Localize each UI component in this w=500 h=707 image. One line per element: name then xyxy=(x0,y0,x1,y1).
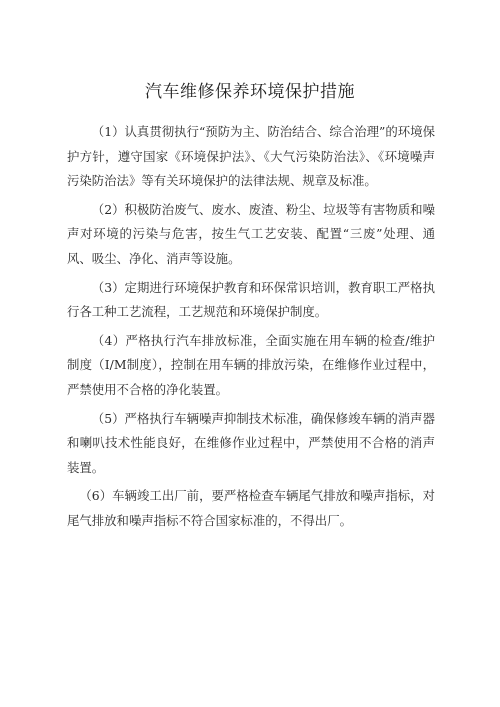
paragraph-4: （4）严格执行汽车排放标准，全面实施在用车辆的检查/维护制度（I/M制度），控制在用车辆的排放污染，在维修作业过程中，严禁使用不合格的净化装置。 xyxy=(67,332,435,397)
document-title: 汽车维修保养环境保护措施 xyxy=(145,82,355,102)
paragraph-3: （3）定期进行环境保护教育和环保常识培训，教育职工严格执行各工种工艺流程，工艺规范和环境保护制度。 xyxy=(67,279,435,320)
document-body xyxy=(67,120,435,538)
paragraph-5: （5）严格执行车辆噪声抑制技术标准，确保修竣车辆的消声器和喇叭技术性能良好，在维修作业过程中，严禁使用不合格的消声装置。 xyxy=(67,410,435,475)
paragraph-2: （2）积极防治废气、废水、废渣、粉尘、垃圾等有害物质和噪声对环境的污染与危害，按生气工艺安装、配置“三废”处理、通风、吸尘、净化、消声等设施。 xyxy=(67,201,435,266)
paragraph-6: （6）车辆竣工出厂前，要严格检查车辆尾气排放和噪声指标，对尾气排放和噪声指标不符合国家标准的，不得出厂。 xyxy=(67,488,435,528)
paragraph-1: （1）认真贯彻执行“预防为主、防治结合、综合治理”的环境保护方针，遵守国家《环境保护法》、《大气污染防治法》、《环境噪声污染防治法》等有关环境保护的法律法规、规章及标准。 xyxy=(67,124,435,189)
